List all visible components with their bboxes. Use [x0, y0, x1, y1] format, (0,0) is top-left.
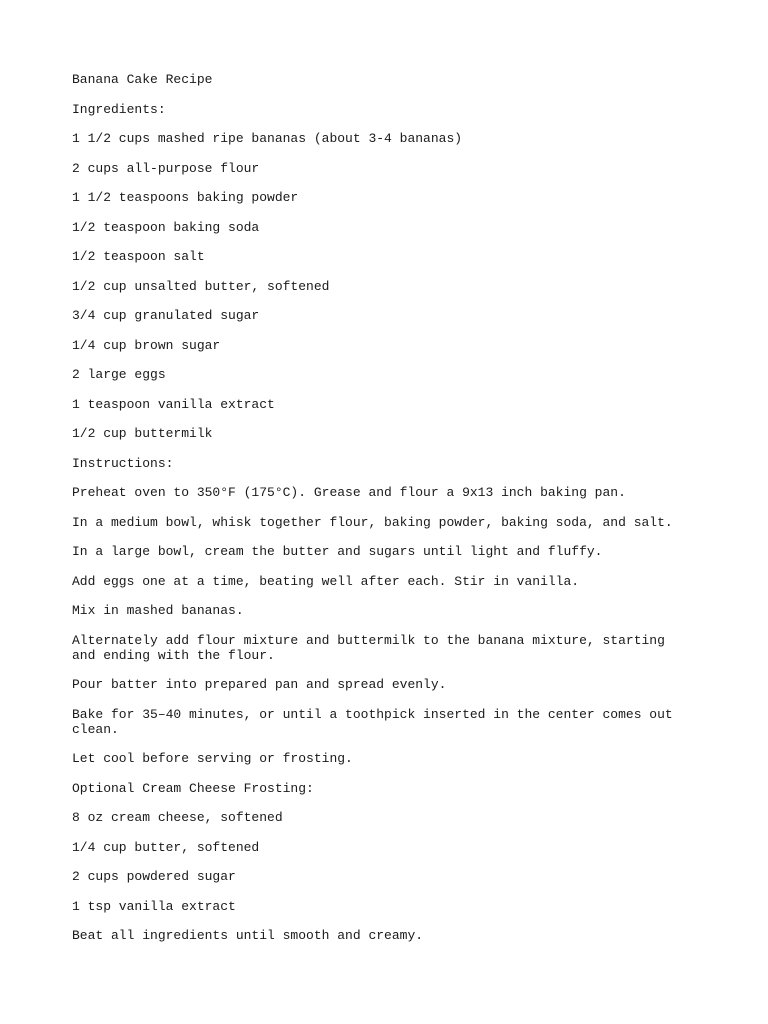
instruction-step: Bake for 35–40 minutes, or until a toothpick inserted in the center comes out clean.	[72, 706, 681, 737]
frosting-ingredient-line: 2 cups powdered sugar	[72, 869, 236, 884]
instruction-step: Alternately add flour mixture and buttermilk to the banana mixture, starting and ending with the flour.	[72, 632, 673, 663]
ingredients-heading: Ingredients:	[72, 101, 166, 117]
instructions-heading: Instructions:	[72, 455, 174, 471]
instruction-step: Add eggs one at a time, beating well after each. Stir in vanilla.	[72, 573, 580, 589]
ingredient-line: 2 cups all-purpose flour	[72, 160, 260, 176]
frosting-ingredient-line: 8 oz cream cheese, softened	[72, 810, 283, 825]
instruction-step: Pour batter into prepared pan and spread evenly.	[72, 677, 447, 692]
ingredient-line: 1/2 cup unsalted butter, softened	[72, 278, 330, 294]
frosting-ingredient-line: 1 tsp vanilla extract	[72, 898, 236, 914]
frosting-heading: Optional Cream Cheese Frosting:	[72, 780, 314, 796]
ingredient-line: 1 teaspoon vanilla extract	[72, 396, 275, 412]
ingredient-line: 1 1/2 cups mashed ripe bananas (about 3-4 bananas)	[72, 131, 463, 146]
ingredient-line: 1/2 teaspoon salt	[72, 249, 205, 264]
instruction-step: In a large bowl, cream the butter and sugars until light and fluffy.	[72, 544, 603, 559]
document-title: Banana Cake Recipe	[72, 72, 213, 87]
recipe-document	[72, 72, 692, 958]
instruction-step: Let cool before serving or frosting.	[72, 751, 353, 766]
frosting-ingredient-line: 1/4 cup butter, softened	[72, 839, 260, 855]
instruction-step: In a medium bowl, whisk together flour, baking powder, baking soda, and salt.	[72, 514, 673, 530]
ingredient-line: 2 large eggs	[72, 367, 166, 382]
instruction-step: Preheat oven to 350°F (175°C). Grease and flour a 9x13 inch baking pan.	[72, 485, 626, 500]
instruction-step: Mix in mashed bananas.	[72, 603, 244, 618]
ingredient-line: 1 1/2 teaspoons baking powder	[72, 190, 299, 205]
frosting-instruction: Beat all ingredients until smooth and creamy.	[72, 928, 424, 943]
ingredient-line: 1/2 cup buttermilk	[72, 426, 213, 441]
ingredient-line: 1/4 cup brown sugar	[72, 337, 221, 353]
ingredient-line: 1/2 teaspoon baking soda	[72, 219, 260, 235]
ingredient-line: 3/4 cup granulated sugar	[72, 308, 260, 323]
